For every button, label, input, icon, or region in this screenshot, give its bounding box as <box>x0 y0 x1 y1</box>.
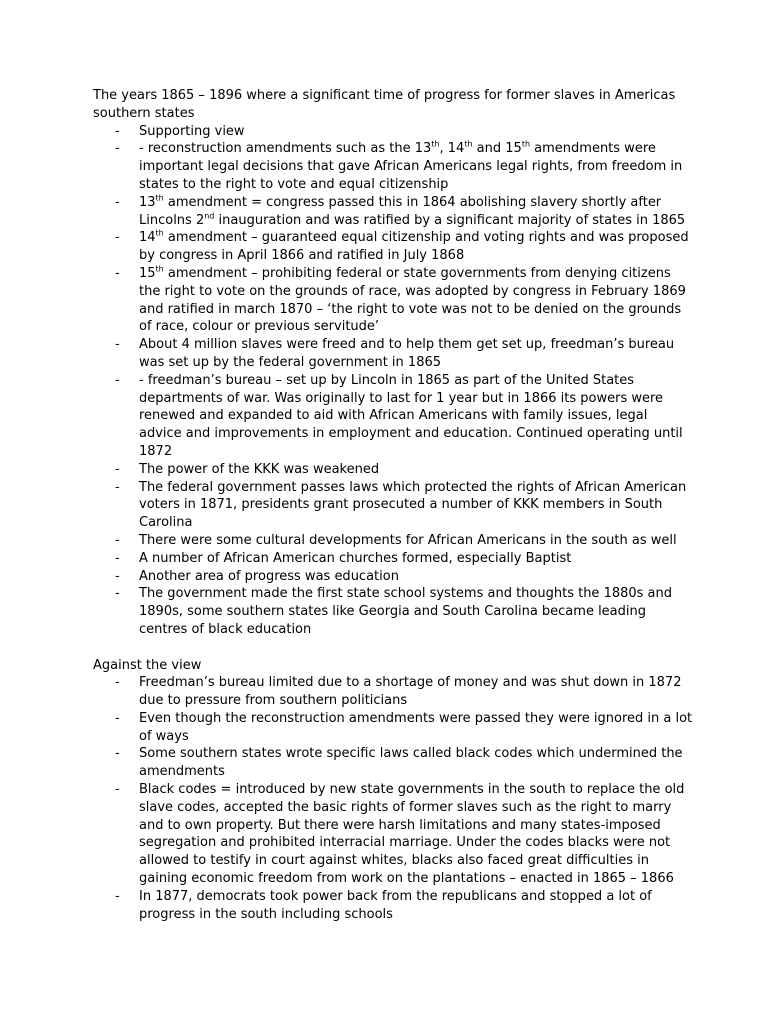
list-item-text: Another area of progress was education <box>139 568 399 584</box>
list-item-text: Black codes = introduced by new state governments in the south to replace the old slave codes, accepted the basic rights of former slaves such as the right to marry and to own property. But there were harsh limitations and many states-imposed segregation and prohibited interracial marriage. Under the codes blacks were not allowed to testify in court against whites, blacks also faced great difficulties in gaining economic freedom from work on the plantations – enacted in 1865 – 1866 <box>139 782 685 887</box>
bullet-dash: - <box>115 532 120 548</box>
list-item <box>93 265 693 336</box>
list-item <box>93 674 693 710</box>
bullet-dash: - <box>115 550 120 566</box>
bullet-dash: - <box>115 337 120 353</box>
list-item <box>93 532 693 550</box>
document-body <box>93 87 693 923</box>
list-item-text: A number of African American churches formed, especially Baptist <box>139 550 572 566</box>
list-item <box>93 710 693 746</box>
list-item-text: The power of the KKK was weakened <box>139 461 380 477</box>
bullet-dash: - <box>115 675 120 691</box>
against-list <box>93 674 693 923</box>
list-item <box>93 781 693 888</box>
list-item-text: 13th amendment = congress passed this in 1864 abolishing slavery shortly after Lincolns 2nd inauguration and was ratified by a significant majority of states in 1865 <box>139 193 686 228</box>
bullet-dash: - <box>115 479 120 495</box>
bullet-dash: - <box>115 586 120 602</box>
list-item <box>93 888 693 924</box>
list-item-text: - reconstruction amendments such as the 13th, 14th and 15th amendments were important legal decisions that gave African Americans legal rights, from freedom in states to the right to vote and equal citizenship <box>139 140 683 192</box>
paragraph-spacer <box>93 639 693 657</box>
bullet-dash: - <box>115 888 120 904</box>
list-item-text: The government made the first state school systems and thoughts the 1880s and 1890s, some southern states like Georgia and South Carolina became leading centres of black education <box>139 586 673 637</box>
bullet-dash: - <box>115 461 120 477</box>
list-item-text: Freedman’s bureau limited due to a shortage of money and was shut down in 1872 due to pressure from southern politicians <box>139 675 682 709</box>
bullet-dash: - <box>115 123 120 139</box>
list-item-text: About 4 million slaves were freed and to help them get set up, freedman’s bureau was set up by the federal government in 1865 <box>139 337 675 370</box>
bullet-dash: - <box>115 265 120 281</box>
list-item-text: Even though the reconstruction amendments were passed they were ignored in a lot of ways <box>139 710 693 744</box>
supporting-list <box>93 123 693 639</box>
list-item-text: There were some cultural developments for African Americans in the south as well <box>139 532 677 548</box>
bullet-dash: - <box>115 372 120 388</box>
bullet-dash: - <box>115 141 120 157</box>
bullet-dash: - <box>115 710 120 726</box>
list-item <box>93 336 693 372</box>
list-item-text: 14th amendment – guaranteed equal citizenship and voting rights and was proposed by congress in April 1866 and ratified in July 1868 <box>139 229 689 264</box>
list-item <box>93 745 693 781</box>
list-item <box>93 568 693 586</box>
list-item-text: The federal government passes laws which protected the rights of African American voters in 1871, presidents grant prosecuted a number of KKK members in South Carolina <box>139 479 687 531</box>
list-item <box>93 194 693 230</box>
list-item <box>93 123 693 141</box>
bullet-dash: - <box>115 230 120 246</box>
list-item <box>93 229 693 265</box>
bullet-dash: - <box>115 568 120 584</box>
bullet-dash: - <box>115 782 120 798</box>
list-item-text: - freedman’s bureau – set up by Lincoln in 1865 as part of the United States departments of war. Was originally to last for 1 year but in 1866 its powers were renewed and expanded to aid with African Americans with family issues, legal advice and improvements in employment and education. Continued operating until 1872 <box>139 372 683 459</box>
against-heading: Against the view <box>93 657 202 673</box>
list-item <box>93 585 693 638</box>
list-item-text: 15th amendment – prohibiting federal or state governments from denying citizens the right to vote on the grounds of race, was adopted by congress in February 1869 and ratified in march 1870 – ‘the right to vote was not to be denied on the grounds of race, colour or previous servitude’ <box>139 264 686 335</box>
list-item <box>93 550 693 568</box>
list-item <box>93 372 693 461</box>
list-item-text: In 1877, democrats took power back from the republicans and stopped a lot of progress in the south including schools <box>139 888 652 922</box>
list-item <box>93 479 693 532</box>
list-item <box>93 461 693 479</box>
list-item-text: Supporting view <box>139 123 245 139</box>
bullet-dash: - <box>115 746 120 762</box>
list-item-text: Some southern states wrote specific laws called black codes which undermined the amendments <box>139 746 683 780</box>
intro-heading: The years 1865 – 1896 where a significant time of progress for former slaves in Americas southern states <box>93 88 676 121</box>
list-item <box>93 140 693 193</box>
bullet-dash: - <box>115 194 120 210</box>
